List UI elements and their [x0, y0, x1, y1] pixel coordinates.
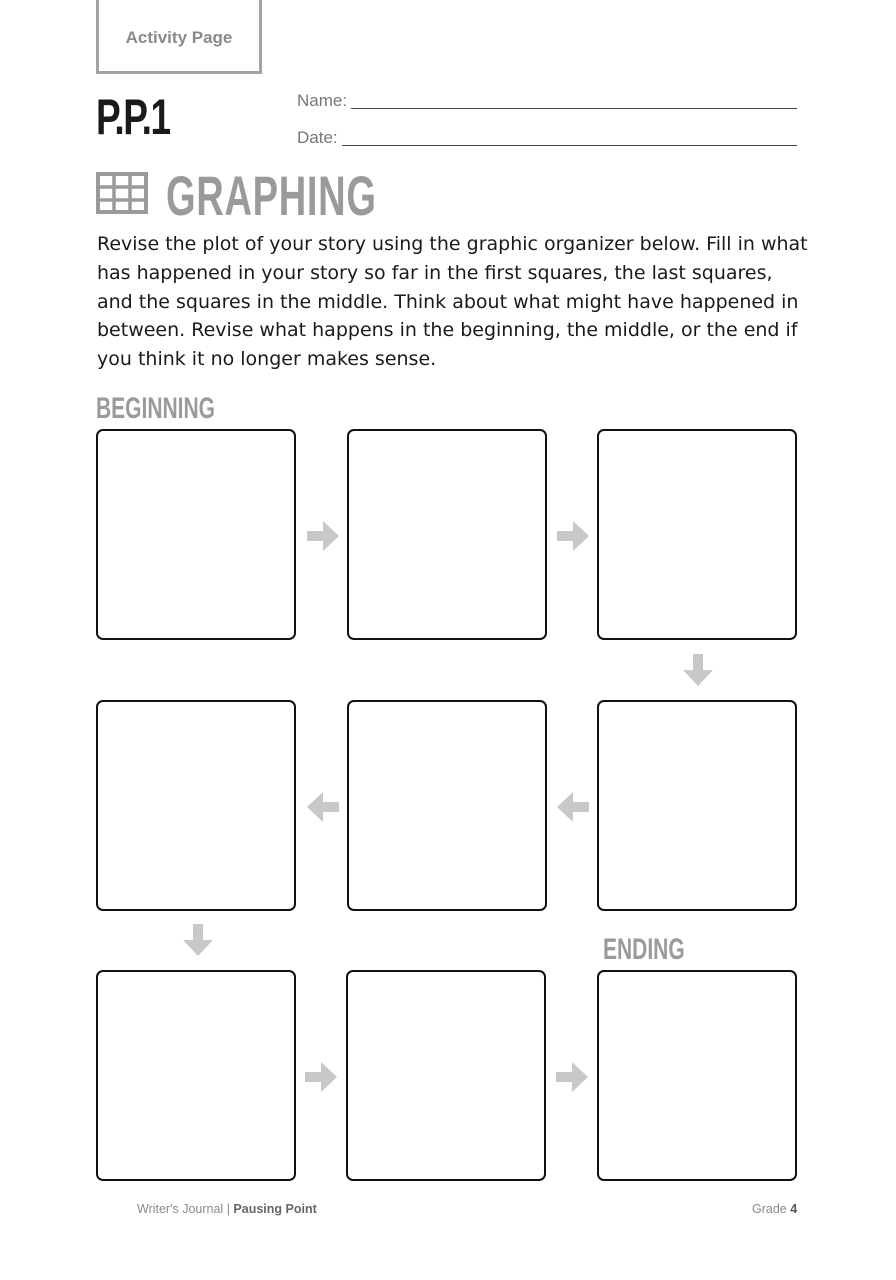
organizer-box-5[interactable] [347, 700, 547, 911]
date-field[interactable] [297, 129, 797, 146]
name-field[interactable] [297, 92, 797, 109]
section-title: GRAPHING [166, 164, 377, 227]
organizer-box-9[interactable] [597, 970, 797, 1181]
name-label: Name: [297, 91, 348, 110]
instructions: Revise the plot of your story using the graphic organizer below. Fill in what has happened in your story so far in the first squares, the last squares, and the squares in the middle. Think about what might have happened in between. Revise what happens in the beginning, the middle, or the end if you think it no longer makes sense. [97, 233, 808, 371]
footer-section: Pausing Point [233, 1202, 317, 1216]
arrow-right-icon [305, 518, 341, 554]
organizer-box-4[interactable] [597, 700, 797, 911]
arrow-right-icon [554, 1059, 590, 1095]
grid-icon [96, 172, 148, 214]
arrow-right-icon [303, 1059, 339, 1095]
ending-label: ENDING [603, 933, 685, 966]
activity-page-label: Activity Page [125, 27, 233, 47]
organizer-box-8[interactable] [346, 970, 546, 1181]
organizer-box-6[interactable] [96, 700, 296, 911]
beginning-label: BEGINNING [96, 392, 216, 425]
footer-separator: | [223, 1202, 234, 1216]
organizer-box-1[interactable] [96, 429, 296, 640]
arrow-down-icon [680, 652, 716, 688]
activity-page-tab [96, 0, 262, 74]
name-line[interactable] [351, 108, 797, 109]
arrow-left-icon [555, 789, 591, 825]
arrow-right-icon [555, 518, 591, 554]
organizer-box-3[interactable] [597, 429, 797, 640]
date-line[interactable] [342, 145, 797, 146]
arrow-left-icon [305, 789, 341, 825]
date-label: Date: [297, 128, 338, 147]
organizer-box-7[interactable] [96, 970, 296, 1181]
footer-journal-title: Writer's Journal [137, 1202, 224, 1216]
page-code: P.P.1 [96, 89, 170, 145]
footer-grade-label: Grade [752, 1202, 787, 1216]
footer-grade-number: 4 [790, 1202, 798, 1216]
organizer-box-2[interactable] [347, 429, 547, 640]
arrow-down-icon [180, 922, 216, 958]
footer-grade [752, 1202, 797, 1216]
footer-journal [137, 1202, 317, 1216]
